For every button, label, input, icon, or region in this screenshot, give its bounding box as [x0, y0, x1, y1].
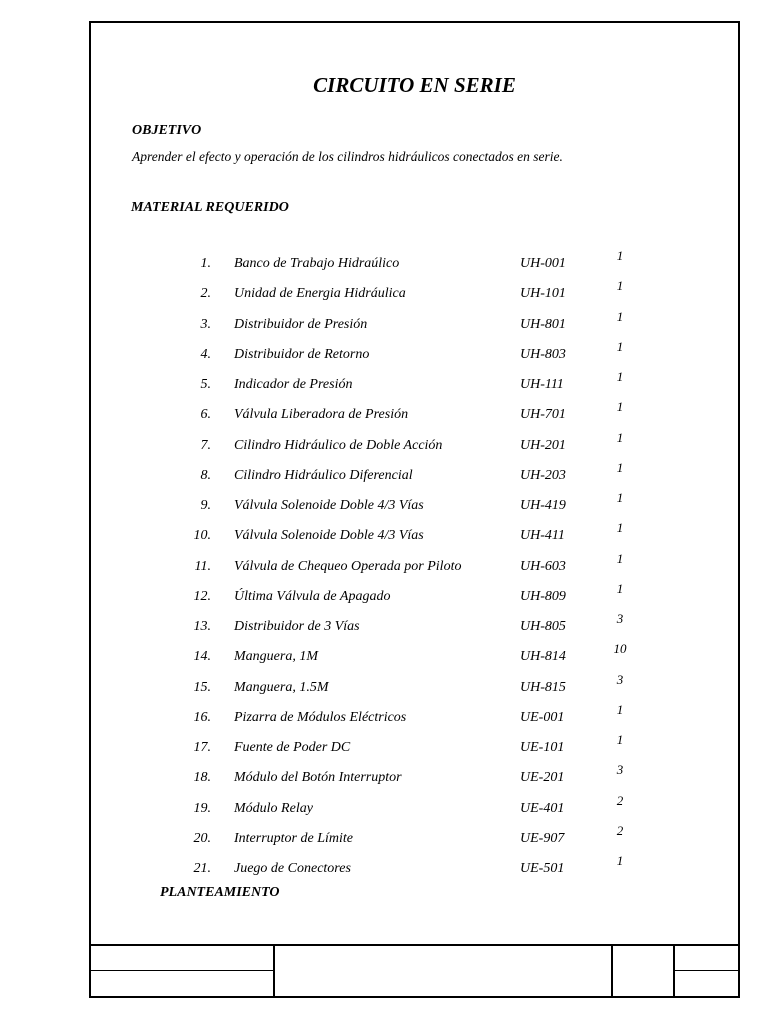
material-number: 16.	[193, 709, 211, 725]
material-quantity: 1	[616, 490, 624, 505]
material-number: 17.	[193, 740, 211, 755]
title-block-divider	[673, 946, 675, 996]
material-name: Banco de Trabajo Hidraúlico	[234, 256, 400, 271]
material-name: Última Válvula de Apagado	[234, 588, 391, 604]
material-code: UH-701	[520, 407, 566, 423]
materials-heading: MATERIAL REQUERIDO	[131, 200, 289, 215]
material-code: UH-101	[520, 286, 566, 302]
material-number: 21.	[193, 861, 211, 876]
material-row	[91, 308, 738, 339]
title-block-rule	[675, 970, 740, 971]
material-name: Manguera, 1.5M	[234, 679, 329, 695]
material-quantity: 1	[616, 399, 624, 415]
material-code: UH-203	[520, 467, 566, 483]
material-code: UE-201	[520, 770, 565, 786]
material-quantity: 1	[616, 278, 624, 294]
material-name: Interruptor de Límite	[234, 830, 353, 846]
material-name: Válvula de Chequeo Operada por Piloto	[234, 558, 462, 574]
material-quantity: 3	[616, 671, 624, 687]
material-name: Módulo del Botón Interruptor	[234, 770, 402, 786]
material-quantity: 1	[616, 732, 624, 747]
material-number: 12.	[193, 588, 211, 604]
material-number: 4.	[200, 346, 211, 362]
material-code: UH-001	[520, 256, 566, 271]
material-name: Válvula Solenoide Doble 4/3 Vías	[234, 498, 424, 513]
material-quantity: 1	[616, 580, 624, 596]
title-block-divider	[611, 946, 613, 996]
material-number: 6.	[200, 407, 211, 423]
material-name: Cilindro Hidráulico de Doble Acción	[234, 437, 443, 453]
material-quantity: 3	[616, 611, 624, 626]
material-name: Válvula Solenoide Doble 4/3 Vías	[234, 528, 424, 544]
material-row	[91, 611, 738, 641]
material-code: UH-419	[520, 498, 566, 513]
material-quantity: 10	[613, 641, 627, 657]
material-code: UH-603	[520, 558, 566, 574]
material-row	[91, 429, 738, 460]
material-quantity: 1	[616, 520, 624, 536]
material-number: 3.	[200, 316, 211, 332]
material-number: 8.	[200, 467, 211, 483]
material-quantity: 1	[616, 248, 624, 263]
material-name: Fuente de Poder DC	[234, 740, 351, 755]
material-row	[91, 732, 738, 762]
material-code: UE-001	[520, 709, 565, 725]
material-code: UH-814	[520, 649, 566, 665]
material-row	[91, 853, 738, 883]
material-code: UH-801	[520, 316, 566, 332]
material-row	[91, 550, 738, 581]
material-code: UE-101	[520, 740, 565, 755]
material-row	[91, 580, 738, 611]
material-number: 5.	[200, 377, 211, 392]
material-code: UH-805	[520, 619, 566, 634]
material-number: 1.	[200, 256, 211, 271]
material-name: Indicador de Presión	[234, 377, 353, 392]
title-block-divider	[273, 946, 275, 996]
material-quantity: 1	[616, 308, 624, 324]
material-number: 9.	[200, 498, 211, 513]
material-number: 19.	[193, 800, 211, 816]
objective-text: Aprender el efecto y operación de los cilindros hidráulicos conectados en serie.	[132, 149, 563, 164]
material-code: UE-401	[520, 800, 565, 816]
objective-heading: OBJETIVO	[132, 123, 202, 138]
title-block	[91, 944, 738, 996]
material-number: 2.	[200, 286, 211, 302]
material-name: Manguera, 1M	[234, 649, 318, 665]
material-name: Unidad de Energia Hidráulica	[234, 286, 406, 302]
material-number: 10.	[193, 528, 211, 544]
material-name: Válvula Liberadora de Presión	[234, 407, 409, 423]
approach-heading: PLANTEAMIENTO	[160, 885, 280, 900]
material-name: Juego de Conectores	[234, 861, 351, 876]
material-quantity: 2	[616, 822, 624, 838]
material-row	[91, 338, 738, 369]
material-quantity: 2	[616, 792, 624, 808]
material-number: 20.	[193, 830, 211, 846]
title-block-rule	[91, 970, 273, 971]
material-row	[91, 671, 738, 702]
material-code: UH-201	[520, 437, 566, 453]
material-row	[91, 792, 738, 823]
material-number: 13.	[193, 619, 211, 634]
material-row	[91, 490, 738, 520]
material-row	[91, 248, 738, 278]
material-row	[91, 459, 738, 490]
material-row	[91, 822, 738, 853]
material-quantity: 1	[616, 338, 624, 354]
material-row	[91, 369, 738, 399]
material-quantity: 1	[616, 853, 624, 868]
material-number: 7.	[200, 437, 211, 453]
material-row	[91, 641, 738, 671]
material-name: Distribuidor de 3 Vías	[234, 619, 360, 634]
material-code: UH-803	[520, 346, 566, 362]
material-row	[91, 399, 738, 429]
material-number: 11.	[194, 558, 211, 574]
material-code: UH-815	[520, 679, 566, 695]
material-quantity: 1	[616, 429, 624, 445]
page-title: CIRCUITO EN SERIE	[313, 73, 516, 97]
material-name: Distribuidor de Presión	[234, 316, 368, 332]
material-row	[91, 520, 738, 550]
material-row	[91, 701, 738, 732]
material-name: Distribuidor de Retorno	[234, 346, 370, 362]
material-row	[91, 762, 738, 792]
material-number: 15.	[193, 679, 211, 695]
page-frame	[89, 21, 740, 998]
material-number: 18.	[193, 770, 211, 786]
material-quantity: 3	[616, 762, 624, 778]
material-name: Cilindro Hidráulico Diferencial	[234, 467, 413, 483]
material-quantity: 1	[616, 369, 624, 384]
material-code: UH-809	[520, 588, 566, 604]
material-quantity: 1	[616, 701, 624, 717]
material-code: UH-411	[520, 528, 565, 544]
material-name: Módulo Relay	[234, 800, 313, 816]
material-code: UE-907	[520, 830, 565, 846]
material-row	[91, 278, 738, 308]
material-name: Pizarra de Módulos Eléctricos	[234, 709, 407, 725]
material-code: UE-501	[520, 861, 565, 876]
materials-list	[91, 23, 738, 996]
material-code: UH-111	[520, 377, 564, 392]
material-quantity: 1	[616, 550, 624, 566]
material-number: 14.	[193, 649, 211, 665]
material-quantity: 1	[616, 459, 624, 475]
